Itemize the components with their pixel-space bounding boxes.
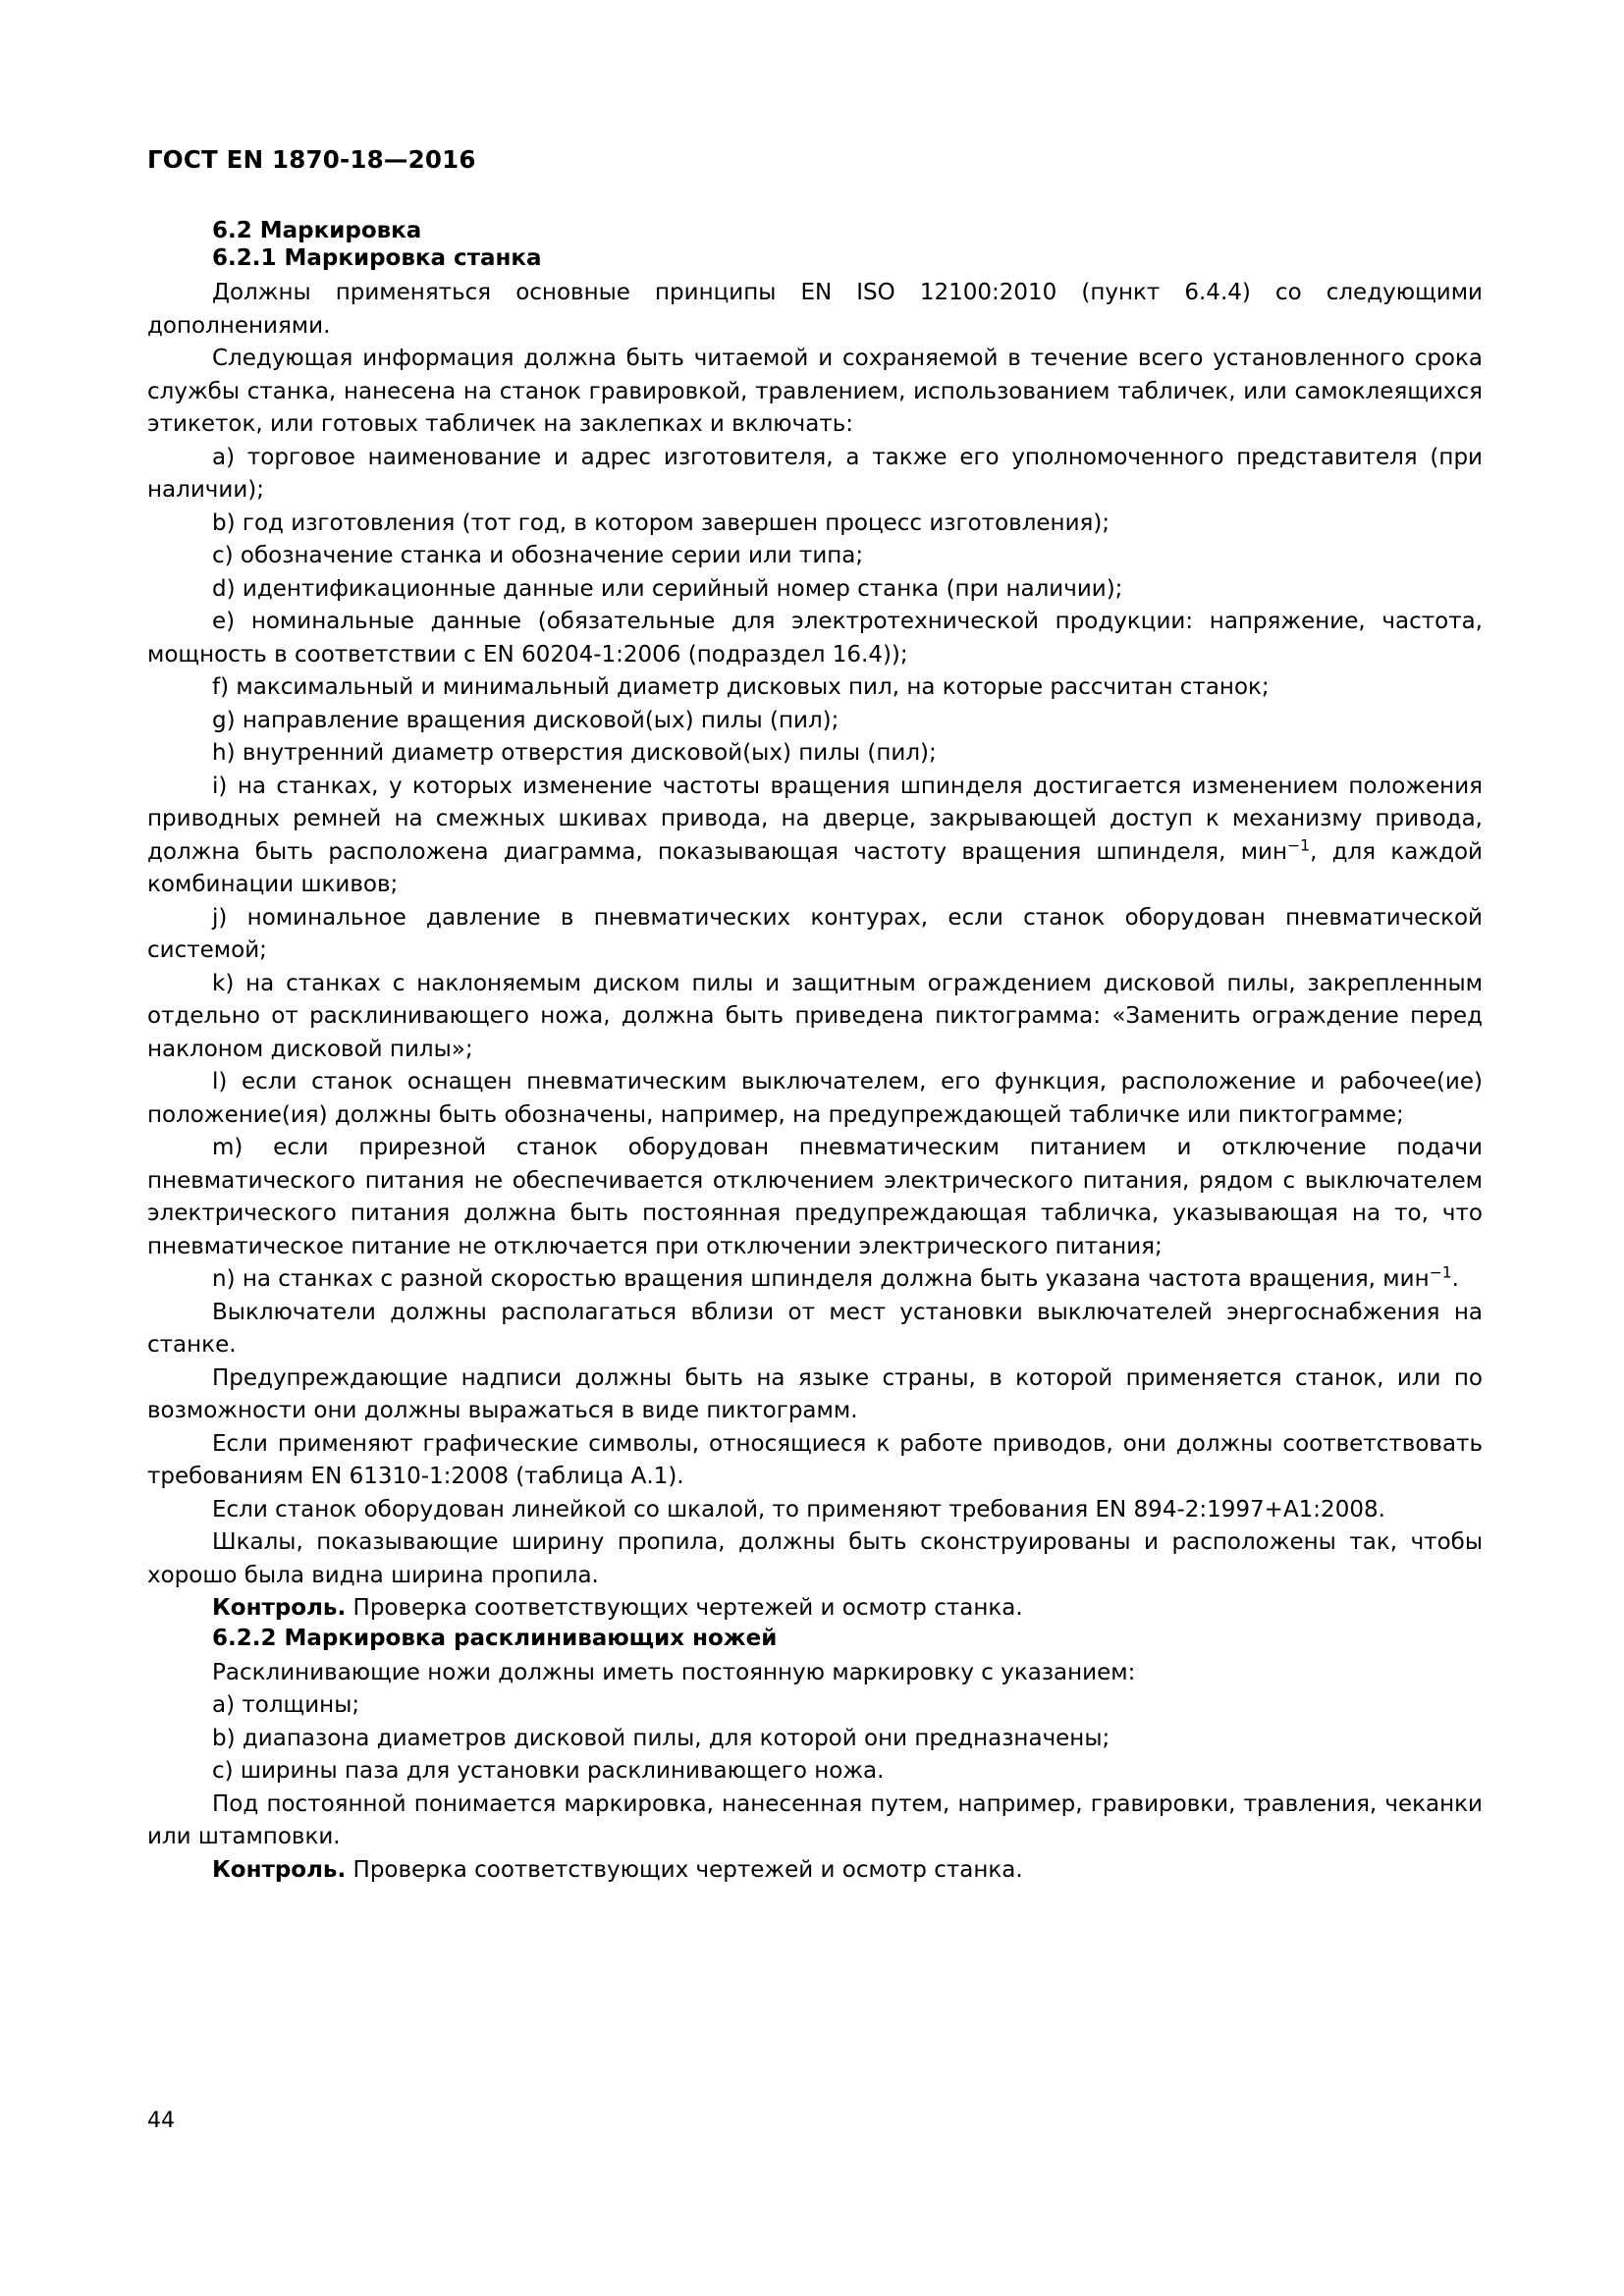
list-item: a) толщины; [212,1692,360,1718]
list-item-text-before: n) на станках с разной скоростью вращения шпинделя должна быть указана частота вращения, мин [212,1266,1430,1292]
verification-label: Контроль. [212,1595,347,1621]
paragraph: Предупреждающие надписи должны быть на языке страны, в которой применяется станок, или по возможности они должны выражаться в виде пиктограмм. [147,1364,1483,1423]
section-heading-6-2-2: 6.2.2 Маркировка расклинивающих ножей [212,1625,778,1651]
page-header: ГОСТ EN 1870-18—2016 [147,145,476,174]
list-item: c) обозначение станка и обозначение серии или типа; [212,543,864,568]
paragraph: Расклинивающие ножи должны иметь постоянную маркировку с указанием: [212,1659,1136,1685]
list-item [147,1263,1483,1297]
verification-text: Проверка соответствующих чертежей и осмотр станка. [346,1595,1023,1621]
list-item: d) идентификационные данные или серийный номер станка (при наличии); [212,575,1123,602]
paragraph: Шкалы, показывающие ширину пропила, должны быть сконструированы и расположены так, чтобы хорошо была видна ширина пропила. [147,1529,1483,1588]
document-body [147,218,1483,1887]
list-item: l) если станок оснащен пневматическим выключателем, его функция, расположение и рабочее(ие) положение(ия) должны быть обозначены, например, на предупреждающей табличке или пиктограмме; [147,1069,1483,1128]
list-item: h) внутренний диаметр отверстия дисковой(ых) пилы (пил); [212,740,937,766]
list-item: m) если прирезной станок оборудован пневматическим питанием и отключение подачи пневматического питания не обеспечивается отключением электрического питания, рядом с выключателем электрического питания должна быть постоянная предупреждающая табличка, указывающая на то, что пневматическое питание не отключается при отключении электрического питания; [147,1135,1483,1259]
verification-text: Проверка соответствующих чертежей и осмотр станка. [346,1856,1023,1883]
paragraph: Если станок оборудован линейкой со шкалой, то применяют требования EN 894-2:1997+A1:2008. [212,1496,1385,1522]
list-item: e) номинальные данные (обязательные для электротехнической продукции: напряжение, частота, мощность в соответствии с EN 60204-1:2006 (подраздел 16.4)); [147,609,1483,667]
list-item: g) направление вращения дисковой(ых) пилы (пил); [212,707,839,733]
paragraph: Под постоянной понимается маркировка, нанесенная путем, например, гравировки, травления, чеканки или штамповки. [147,1790,1483,1849]
list-item-text-after: , для каждой комбинации шкивов; [147,838,1483,897]
list-item: b) диапазона диаметров дисковой пилы, для которой они предназначены; [212,1725,1110,1751]
list-item: k) на станках с наклоняемым диском пилы и защитным ограждением дисковой пилы, закрепленным отдельно от расклинивающего ножа, должна быть приведена пиктограмма: «Заменить ограждение перед наклоном дисковой пилы»; [147,970,1483,1062]
paragraph: Выключатели должны располагаться вблизи от мест установки выключателей энергоснабжения на станке. [147,1299,1483,1358]
list-item: b) год изготовления (тот год, в котором завершен процесс изготовления); [212,509,1110,536]
list-item-text-before: i) на станках, у которых изменение частоты вращения шпинделя достигается изменением положения приводных ремней на смежных шкивах привода, на дверце, закрывающей доступ к механизму привода, должна быть расположена диаграмма, показывающая частоту вращения шпинделя, мин [147,773,1483,865]
superscript: −1 [1287,834,1311,854]
section-heading-6-2-1: 6.2.1 Маркировка станка [212,245,542,271]
list-item: f) максимальный и минимальный диаметр дисковых пил, на которые рассчитан станок; [212,674,1270,700]
verification-note [147,1854,1483,1888]
list-item: j) номинальное давление в пневматических контурах, если станок оборудован пневматической системой; [147,904,1483,963]
verification-note [147,1592,1483,1626]
section-heading-6-2: 6.2 Маркировка [212,218,422,243]
page-number: 44 [147,2109,175,2133]
list-item: a) торговое наименование и адрес изготовителя, а также его уполномоченного представителя (при наличии); [147,444,1483,503]
list-item [147,771,1483,902]
paragraph: Должны применяться основные принципы EN ISO 12100:2010 (пункт 6.4.4) со следующими дополнениями. [147,280,1483,339]
superscript: −1 [1429,1262,1452,1282]
list-item: c) ширины паза для установки расклинивающего ножа. [212,1758,885,1784]
list-item-text-after: . [1451,1266,1459,1292]
verification-label: Контроль. [212,1856,347,1883]
paragraph: Следующая информация должна быть читаемой и сохраняемой в течение всего установленного срока службы станка, нанесена на станок гравировкой, травлением, использованием табличек, или самоклеящихся этикеток, или готовых табличек на заклепках и включать: [147,346,1483,437]
paragraph: Если применяют графические символы, относящиеся к работе приводов, они должны соответствовать требованиям EN 61310-1:2008 (таблица А.1). [147,1430,1483,1489]
